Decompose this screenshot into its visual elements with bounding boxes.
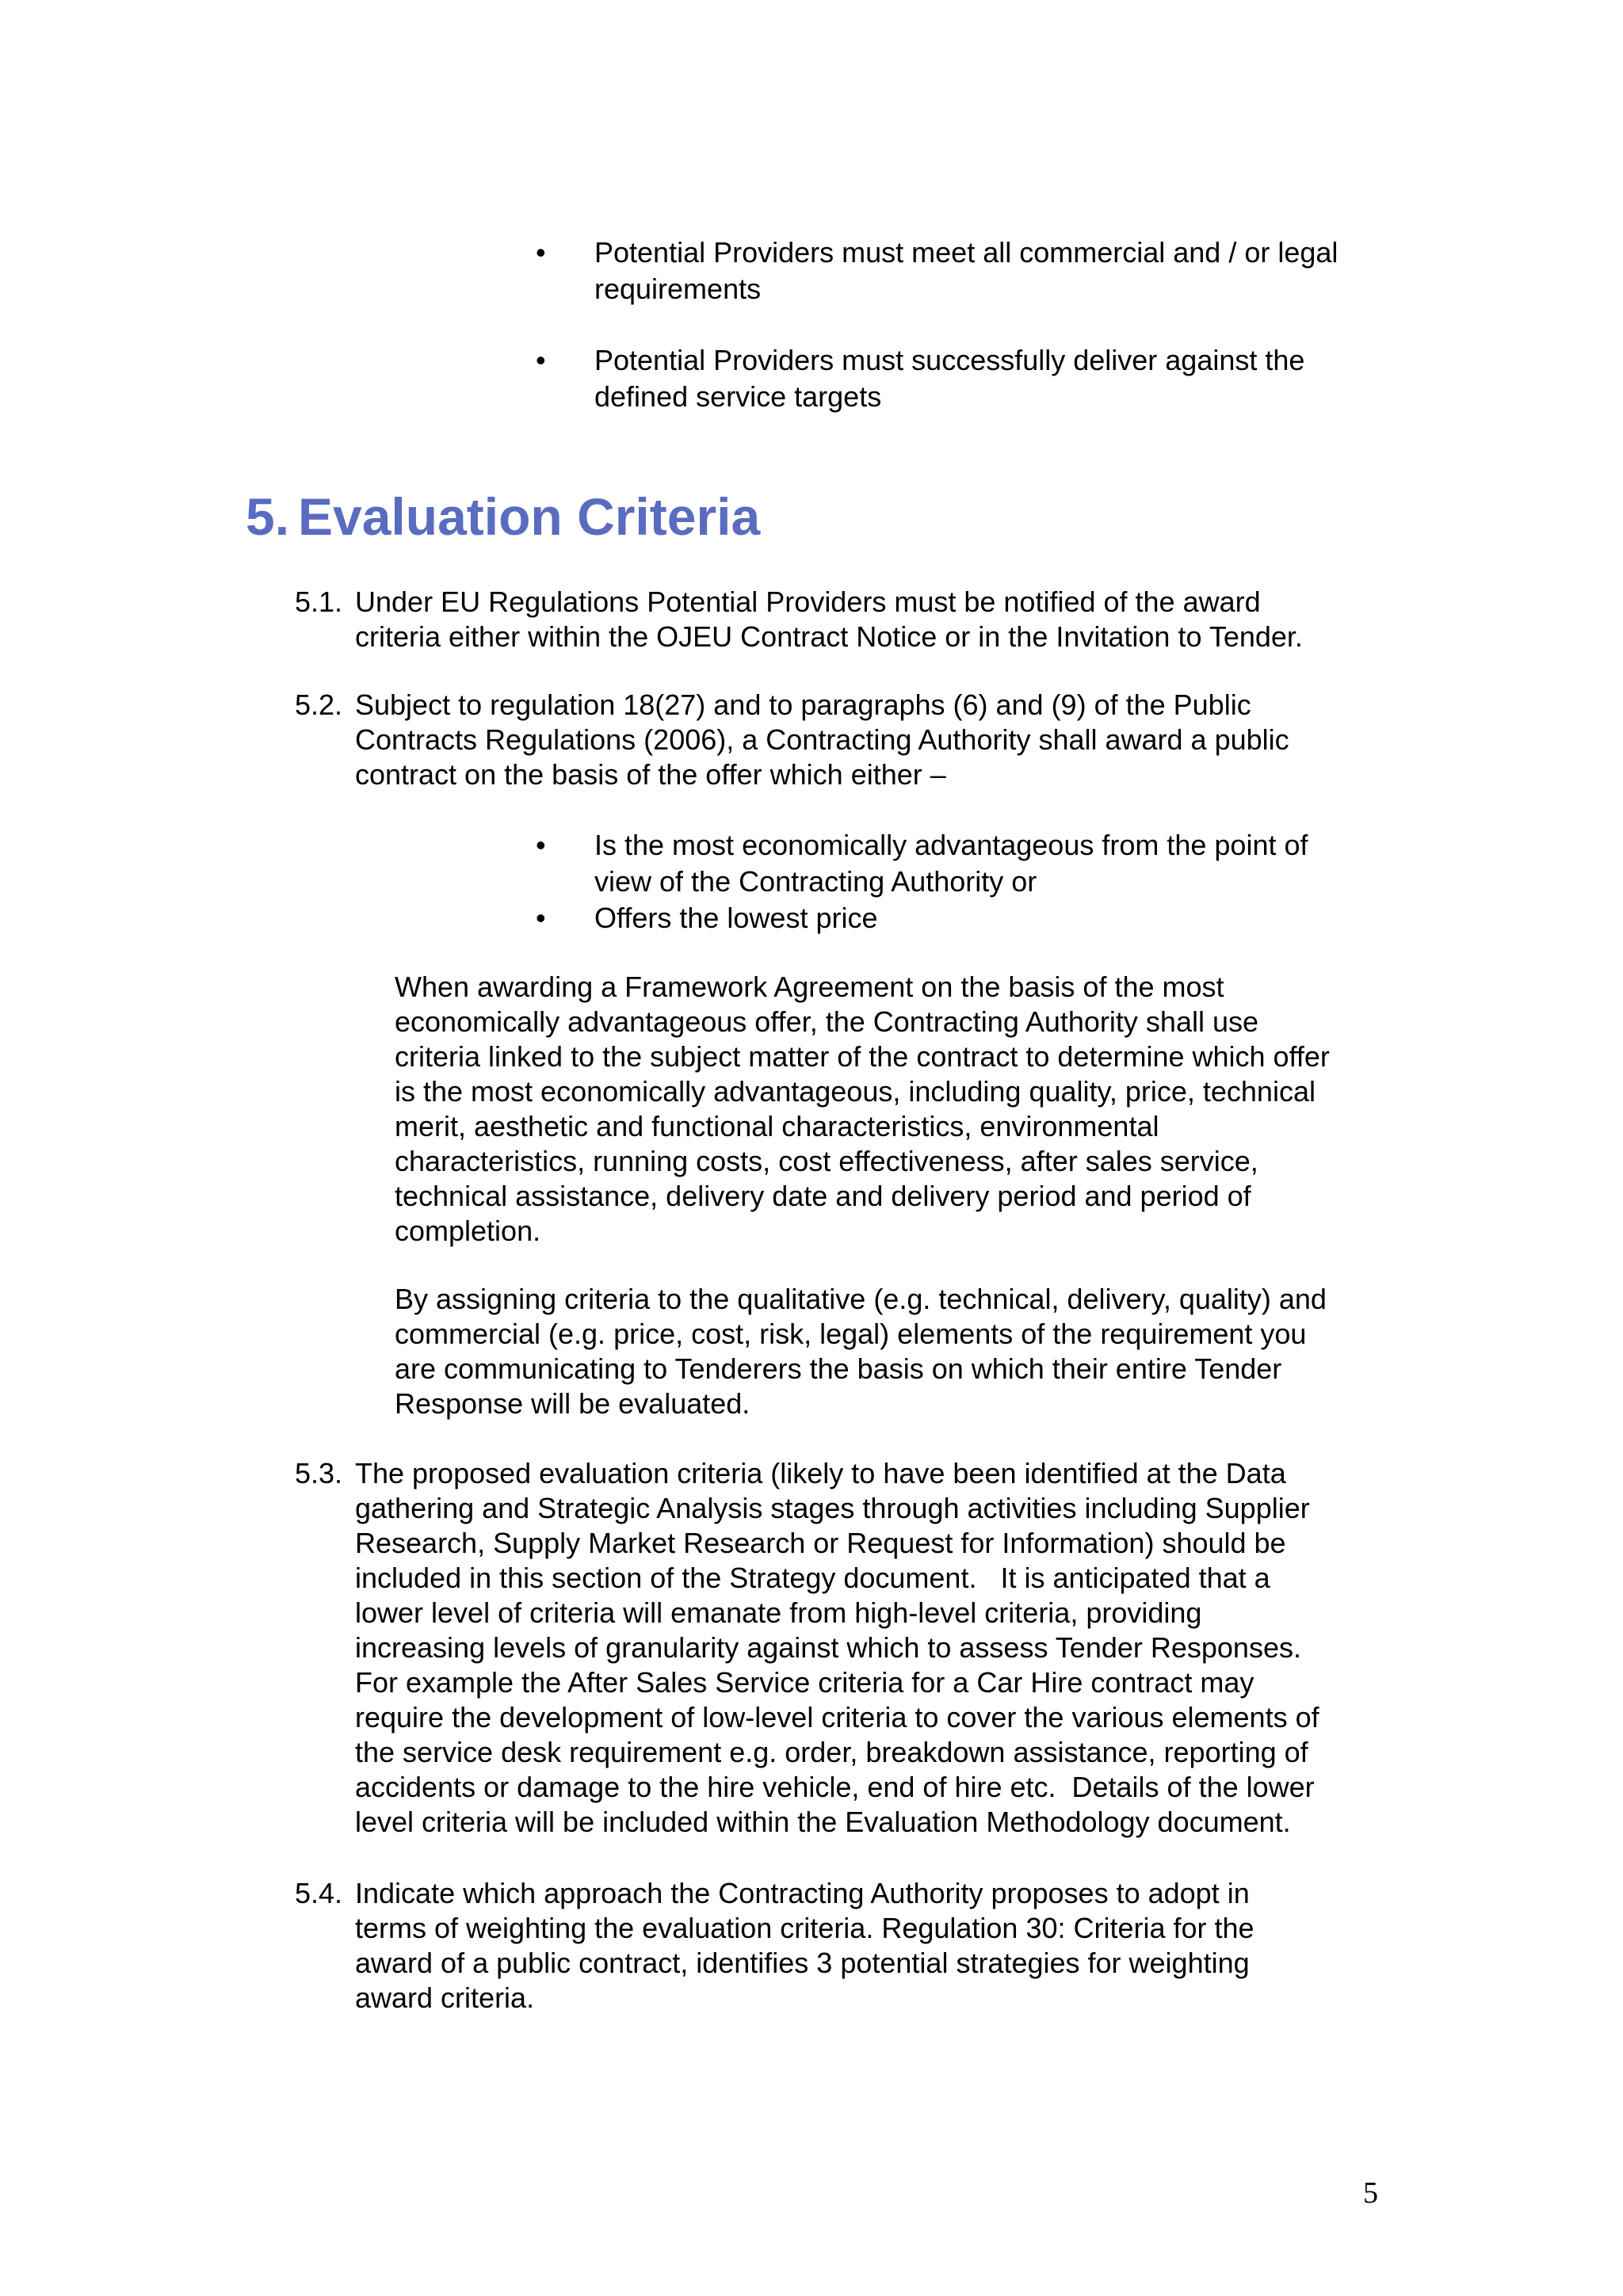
bullet-item [536,235,1407,307]
paragraph-line: economically advantageous offer, the Contracting Authority shall use [395,1005,1259,1038]
paragraph-line: is the most economically advantageous, including quality, price, technical [395,1075,1316,1108]
paragraph-line: gathering and Strategic Analysis stages through activities including Supplier [355,1492,1310,1524]
bullet-line: Offers the lowest price [594,902,878,934]
paragraph-line: criteria linked to the subject matter of the contract to determine which offer [395,1040,1330,1073]
paragraph-line: contract on the basis of the offer which either – [355,758,946,791]
bullet-line: Potential Providers must successfully deliver against the [594,344,1305,376]
section-title: Evaluation Criteria [298,487,761,546]
paragraph-line: require the development of low-level criteria to cover the various elements of [355,1701,1319,1733]
paragraph-line: increasing levels of granularity against which to assess Tender Responses. [355,1631,1301,1664]
paragraph-text [355,1456,1420,1840]
paragraph-line: The proposed evaluation criteria (likely to have been identified at the Data [355,1457,1286,1489]
paragraph-line: level criteria will be included within the Evaluation Methodology document. [355,1806,1291,1838]
paragraph-line: Indicate which approach the Contracting Authority proposes to adopt in [355,1877,1250,1909]
bullet-icon: • [536,236,546,269]
paragraph-5-1 [295,585,1420,654]
paragraph-line: are communicating to Tenderers the basis on which their entire Tender [395,1352,1282,1385]
paragraph-line: Subject to regulation 18(27) and to paragraphs (6) and (9) of the Public [355,688,1251,721]
paragraph-line: When awarding a Framework Agreement on the basis of the most [395,971,1224,1003]
paragraph-line: the service desk requirement e.g. order, breakdown assistance, reporting of [355,1736,1308,1768]
paragraph-text [355,585,1420,654]
paragraph-number: 5.4. [295,1877,343,1909]
paragraph-line: included in this section of the Strategy document. It is anticipated that a [355,1562,1270,1594]
framework-agreement-paragraph [395,970,1409,1249]
bullet-item [536,342,1407,415]
bullet-item [536,900,1407,936]
paragraph-line: award of a public contract, identifies 3 potential strategies for weighting [355,1947,1250,1979]
section-number: 5. [246,487,290,546]
bullet-icon: • [536,829,546,861]
bullet-item [536,827,1407,900]
paragraph-line: Contracts Regulations (2006), a Contracting Authority shall award a public [355,723,1289,756]
paragraph-line: criteria either within the OJEU Contract Notice or in the Invitation to Tender. [355,620,1303,653]
page-number: 5 [1363,2176,1378,2210]
paragraph-number: 5.2. [295,688,343,721]
top-bullet-list [536,235,1407,307]
paragraph-number: 5.1. [295,585,343,618]
paragraph-line: award criteria. [355,1981,535,2014]
paragraph-line: For example the After Sales Service criteria for a Car Hire contract may [355,1666,1254,1699]
paragraph-line: accidents or damage to the hire vehicle, end of hire etc. Details of the lower [355,1771,1315,1803]
criteria-bullet-list [536,827,1407,936]
paragraph-line: By assigning criteria to the qualitative (e.g. technical, delivery, quality) and [395,1283,1327,1315]
paragraph-line: lower level of criteria will emanate from high-level criteria, providing [355,1596,1202,1629]
paragraph-text [355,1876,1420,2016]
bullet-line: defined service targets [594,380,882,413]
paragraph-line: Response will be evaluated. [395,1387,750,1420]
paragraph-line: Under EU Regulations Potential Providers must be notified of the award [355,585,1261,618]
paragraph-text [355,688,1420,792]
assigning-criteria-paragraph [395,1282,1409,1421]
paragraph-line: merit, aesthetic and functional characteristics, environmental [395,1110,1159,1142]
bullet-icon: • [536,344,546,376]
section-heading [246,485,760,548]
paragraph-line: technical assistance, delivery date and delivery period and period of [395,1180,1251,1212]
top-bullet-list-2 [536,342,1407,415]
bullet-line: requirements [594,273,762,305]
paragraph-5-4 [295,1876,1420,2016]
paragraph-5-2 [295,688,1420,792]
paragraph-5-3 [295,1456,1420,1840]
paragraph-line: terms of weighting the evaluation criteria. Regulation 30: Criteria for the [355,1912,1254,1944]
paragraph-line: completion. [395,1215,541,1247]
bullet-icon: • [536,902,546,934]
paragraph-line: characteristics, running costs, cost effectiveness, after sales service, [395,1145,1258,1177]
bullet-line: Potential Providers must meet all commercial and / or legal [594,236,1338,269]
bullet-line: Is the most economically advantageous from the point of [594,829,1308,861]
paragraph-line: Research, Supply Market Research or Request for Information) should be [355,1527,1286,1559]
paragraph-line: commercial (e.g. price, cost, risk, legal) elements of the requirement you [395,1318,1307,1350]
paragraph-number: 5.3. [295,1457,343,1489]
bullet-line: view of the Contracting Authority or [594,865,1037,898]
